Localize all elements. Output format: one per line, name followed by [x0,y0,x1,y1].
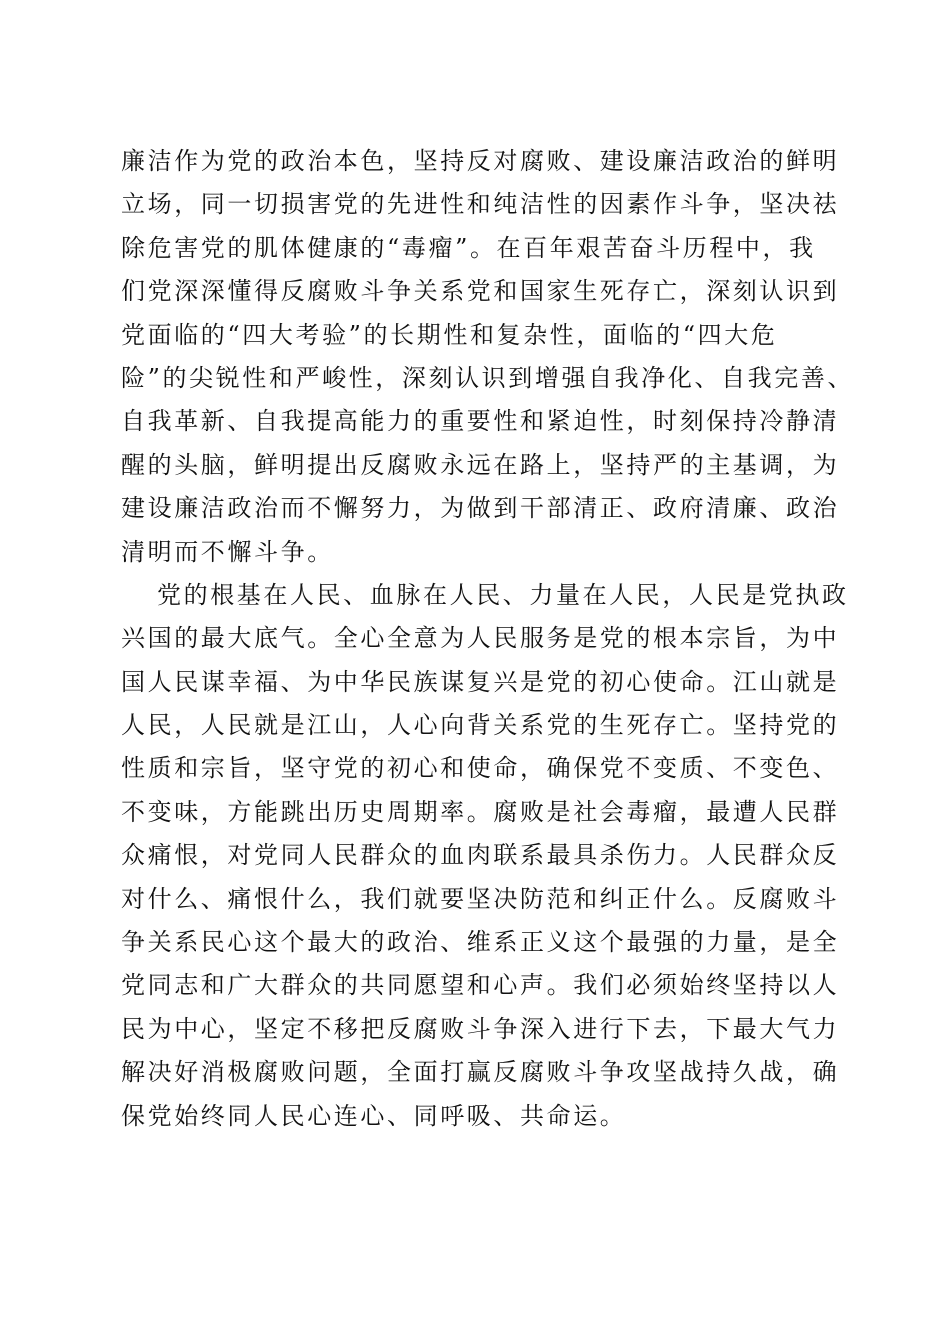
text-line: 国人民谋幸福、为中华民族谋复兴是党的初心使命。江山就是 [121,667,840,696]
text-line: 廉洁作为党的政治本色，坚持反对腐败、建设廉洁政治的鲜明 [121,147,840,175]
document-body [121,140,855,1138]
text-line: 党的根基在人民、血脉在人民、力量在人民，人民是党执政 [157,580,849,609]
text-line: 醒的头脑，鲜明提出反腐败永远在路上，坚持严的主基调，为 [121,450,840,479]
text-line: 众痛恨，对党同人民群众的血肉联系最具杀伤力。人民群众反 [121,841,840,870]
text-line: 解决好消极腐败问题，全面打赢反腐败斗争攻坚战持久战，确 [121,1058,840,1087]
text-line: 建设廉洁政治而不懈努力，为做到干部清正、政府清廉、政治 [121,494,840,523]
text-line: 性质和宗旨，坚守党的初心和使命，确保党不变质、不变色、 [121,754,840,783]
text-line: 对什么、痛恨什么，我们就要坚决防范和纠正什么。反腐败斗 [121,884,840,913]
text-line: 除危害党的肌体健康的“毒瘤”。在百年艰苦奋斗历程中，我 [121,233,816,262]
text-line: 不变味，方能跳出历史周期率。腐败是社会毒瘤，最遭人民群 [121,797,840,826]
text-line: 民为中心，坚定不移把反腐败斗争深入进行下去，下最大气力 [121,1014,840,1043]
text-line: 自我革新、自我提高能力的重要性和紧迫性，时刻保持冷静清 [121,407,840,436]
text-line: 清明而不懈斗争。 [121,537,334,566]
text-line: 党面临的“四大考验”的长期性和复杂性，面临的“四大危 [121,320,778,349]
text-line: 立场，同一切损害党的先进性和纯洁性的因素作斗争，坚决祛 [121,190,840,219]
paragraph-1 [121,140,855,574]
text-line: 兴国的最大底气。全心全意为人民服务是党的根本宗旨，为中 [121,624,840,653]
text-line: 保党始终同人民心连心、同呼吸、共命运。 [121,1101,627,1130]
text-line: 们党深深懂得反腐败斗争关系党和国家生死存亡，深刻认识到 [121,277,840,306]
paragraph-2 [121,574,851,1138]
text-line: 险”的尖锐性和严峻性，深刻认识到增强自我净化、自我完善、 [121,363,855,392]
text-line: 争关系民心这个最大的政治、维系正义这个最强的力量，是全 [121,928,840,957]
text-line: 人民，人民就是江山，人心向背关系党的生死存亡。坚持党的 [121,711,840,740]
text-line: 党同志和广大群众的共同愿望和心声。我们必须始终坚持以人 [121,971,840,1000]
